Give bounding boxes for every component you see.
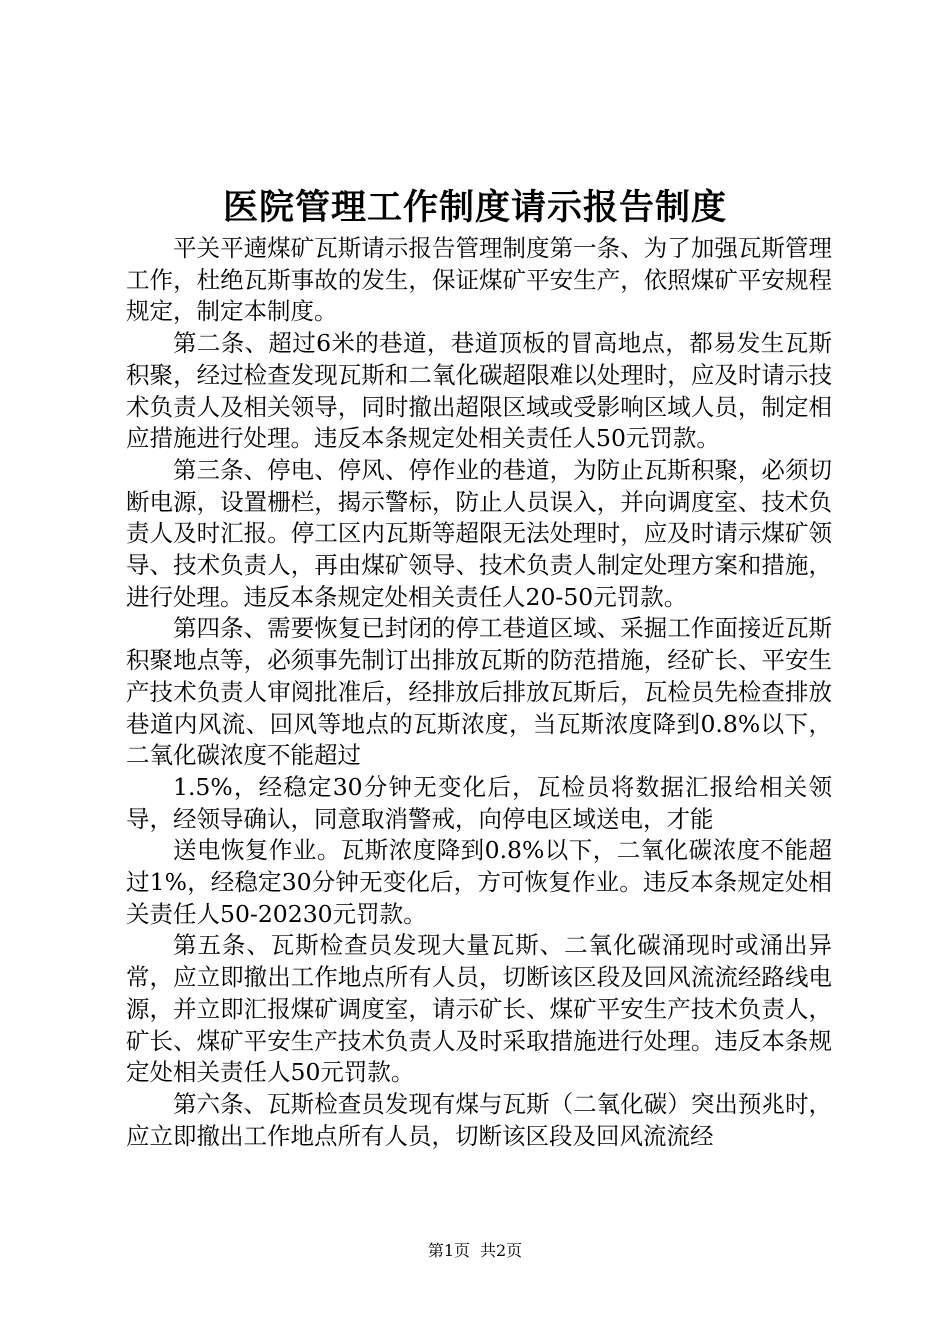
page-total: 共2页 — [480, 1241, 523, 1260]
page-number: 第1页 — [427, 1241, 470, 1260]
paragraph-article-2: 第二条、超过6米的巷道，巷道顶板的冒高地点，都易发生瓦斯积聚，经过检查发现瓦斯和二氧化碳超限难以处理时，应及时请示技术负责人及相关领导，同时撤出超限区域或受影响区域人员，制定相应措施进行处理。违反本条规定处相关责任人50元罚款。 — [126, 329, 832, 453]
paragraph-article-4-end: 送电恢复作业。瓦斯浓度降到0.8%以下，二氧化碳浓度不能超过1%，经稳定30分钟无变化后，方可恢复作业。违反本条规定处相关责任人50-20230元罚款。 — [126, 836, 832, 928]
paragraph-article-3: 第三条、停电、停风、停作业的巷道，为防止瓦斯积聚，必须切断电源，设置栅栏，揭示警标，防止人员误入，并向调度室、技术负责人及时汇报。停工区内瓦斯等超限无法处理时，应及时请示煤矿领导、技术负责人，再由煤矿领导、技术负责人制定处理方案和措施，进行处理。违反本条规定处相关责任人20-50元罚款。 — [126, 455, 832, 611]
document-title: 医院管理工作制度请示报告制度 — [222, 187, 727, 228]
document-body — [126, 233, 832, 1152]
paragraph-intro-article-1: 平关平遖煤矿瓦斯请示报告管理制度第一条、为了加强瓦斯管理工作，杜绝瓦斯事故的发生，保证煤矿平安生产，依照煤矿平安规程规定，制定本制度。 — [126, 234, 832, 326]
paragraph-article-5: 第五条、瓦斯检查员发现大量瓦斯、二氧化碳涌现时或涌出异常，应立即撤出工作地点所有人员，切断该区段及回风流流经路线电源，并立即汇报煤矿调度室，请示矿长、煤矿平安生产技术负责人，矿长、煤矿平安生产技术负责人及时采取措施进行处理。违反本条规定处相关责任人50元罚款。 — [126, 931, 832, 1087]
paragraph-article-6: 第六条、瓦斯检查员发现有煤与瓦斯（二氧化碳）突出预兆时，应立即撤出工作地点所有人员，切断该区段及回风流流经 — [126, 1089, 832, 1150]
paragraph-article-4-continued: 1.5%，经稳定30分钟无变化后，瓦检员将数据汇报给相关领导，经领导确认，同意取消警戒，向停电区域送电，才能 — [126, 772, 832, 833]
paragraph-article-4: 第四条、需要恢复已封闭的停工巷道区域、采掘工作面接近瓦斯积聚地点等，必须事先制订出排放瓦斯的防范措施，经矿长、平安生产技术负责人审阅批准后，经排放后排放瓦斯后，瓦检员先检查排放巷道内风流、回风等地点的瓦斯浓度，当瓦斯浓度降到0.8%以下，二氧化碳浓度不能超过 — [126, 614, 832, 770]
page-footer — [0, 1240, 950, 1262]
